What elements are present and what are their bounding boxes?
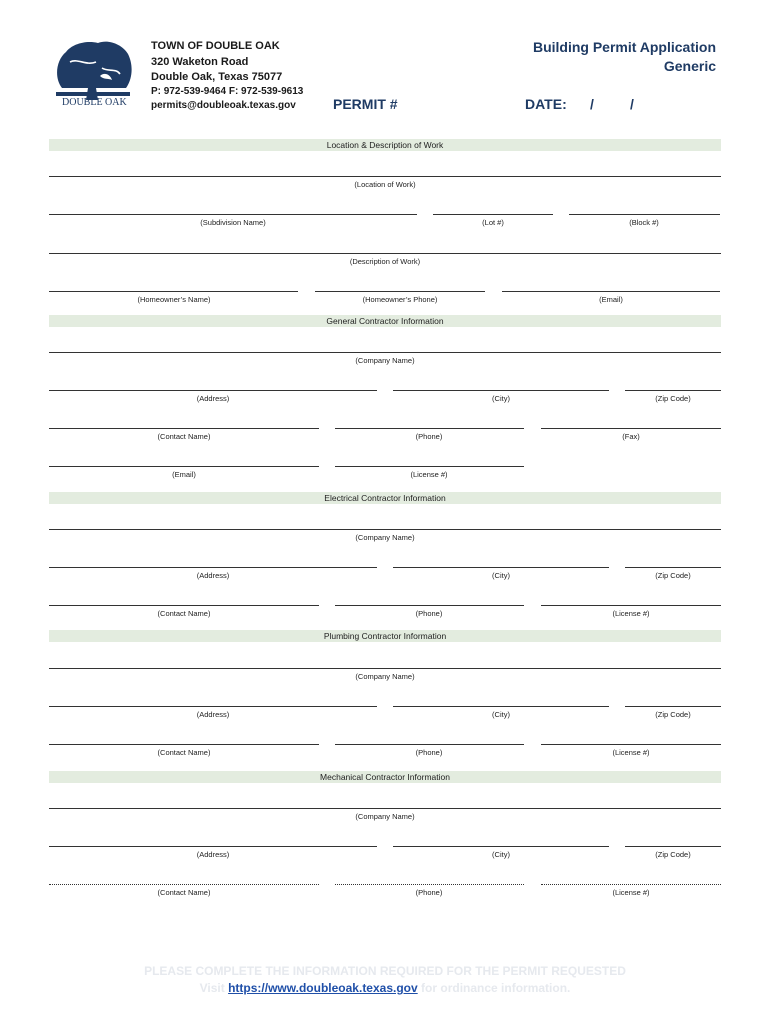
electrical-zip-field[interactable] (625, 567, 721, 568)
plumbing-contact-field[interactable] (49, 744, 319, 745)
general-email-field[interactable] (49, 466, 319, 467)
field-caption: (Contact Name) (157, 432, 211, 441)
lot-field[interactable] (433, 214, 553, 215)
field-caption: (Contact Name) (157, 609, 211, 618)
plumbing-address-field[interactable] (49, 706, 377, 707)
general-company-field[interactable] (49, 352, 721, 353)
plumbing-phone-field[interactable] (335, 744, 524, 745)
field-caption: (Zip Code) (655, 394, 691, 403)
town-logo (52, 38, 134, 112)
location-field[interactable] (49, 176, 721, 177)
footer-visit: Visit (199, 981, 225, 995)
field-caption: (Block #) (629, 218, 659, 227)
field-caption: (Phone) (415, 609, 443, 618)
date-slash: / (630, 96, 634, 112)
plumbing-company-field[interactable] (49, 668, 721, 669)
field-caption: (Homeowner’s Name) (137, 295, 211, 304)
field-caption: (License #) (612, 748, 650, 757)
field-caption: (City) (492, 394, 510, 403)
city-state: Double Oak, Texas 75077 (151, 71, 283, 83)
field-caption: (Company Name) (355, 812, 415, 821)
field-caption: (Address) (196, 571, 230, 580)
field-caption: (Lot #) (482, 218, 504, 227)
field-caption: (Phone) (415, 432, 443, 441)
general-license-field[interactable] (335, 466, 524, 467)
homeowner-phone-field[interactable] (315, 291, 485, 292)
form-subtitle: Generic (663, 58, 716, 74)
field-caption: (Description of Work) (349, 257, 421, 266)
field-caption: (City) (492, 850, 510, 859)
field-caption: (Zip Code) (655, 571, 691, 580)
field-caption: (Subdivision Name) (200, 218, 266, 227)
footer-notice: PLEASE COMPLETE THE INFORMATION REQUIRED FOR THE PERMIT REQUESTED (144, 964, 626, 978)
plumbing-license-field[interactable] (541, 744, 721, 745)
electrical-contact-field[interactable] (49, 605, 319, 606)
general-address-field[interactable] (49, 390, 377, 391)
footer-suffix: for ordinance information. (421, 981, 571, 995)
field-caption: (License #) (612, 888, 650, 897)
date-slash: / (590, 96, 594, 112)
field-caption: (Email) (599, 295, 623, 304)
field-caption: (Contact Name) (157, 888, 211, 897)
plumbing-zip-field[interactable] (625, 706, 721, 707)
mechanical-company-field[interactable] (49, 808, 721, 809)
homeowner-email-field[interactable] (502, 291, 720, 292)
section-heading-location: Location & Description of Work (49, 139, 721, 151)
field-caption: (Zip Code) (655, 710, 691, 719)
general-phone-field[interactable] (335, 428, 524, 429)
field-caption: (License #) (410, 470, 448, 479)
date-label: DATE: (525, 96, 567, 112)
field-caption: (Homeowner’s Phone) (362, 295, 438, 304)
field-caption: (Email) (172, 470, 196, 479)
field-caption: (Address) (196, 710, 230, 719)
section-heading-electrical: Electrical Contractor Information (49, 492, 721, 504)
contact-email: permits@doubleoak.texas.gov (151, 100, 296, 111)
field-caption: (Fax) (622, 432, 640, 441)
mechanical-zip-field[interactable] (625, 846, 721, 847)
field-caption: (Contact Name) (157, 748, 211, 757)
general-fax-field[interactable] (541, 428, 721, 429)
electrical-address-field[interactable] (49, 567, 377, 568)
logo-text: DOUBLE OAK (62, 97, 127, 108)
field-caption: (City) (492, 571, 510, 580)
general-contact-field[interactable] (49, 428, 319, 429)
electrical-license-field[interactable] (541, 605, 721, 606)
mechanical-address-field[interactable] (49, 846, 377, 847)
field-caption: (City) (492, 710, 510, 719)
general-zip-field[interactable] (625, 390, 721, 391)
phone-fax: P: 972-539-9464 F: 972-539-9613 (151, 86, 304, 97)
section-heading-general: General Contractor Information (49, 315, 721, 327)
website-link[interactable]: https://www.doubleoak.texas.gov (228, 981, 418, 995)
field-caption: (Zip Code) (655, 850, 691, 859)
permit-label: PERMIT # (333, 96, 398, 112)
field-caption: (Phone) (415, 888, 443, 897)
homeowner-name-field[interactable] (49, 291, 298, 292)
mechanical-license-field[interactable] (541, 884, 721, 885)
field-caption: (Company Name) (355, 356, 415, 365)
electrical-phone-field[interactable] (335, 605, 524, 606)
subdivision-field[interactable] (49, 214, 417, 215)
field-caption: (Address) (196, 850, 230, 859)
field-caption: (License #) (612, 609, 650, 618)
form-title: Building Permit Application (532, 39, 716, 55)
field-caption: (Location of Work) (354, 180, 416, 189)
electrical-city-field[interactable] (393, 567, 609, 568)
plumbing-city-field[interactable] (393, 706, 609, 707)
field-caption: (Phone) (415, 748, 443, 757)
mechanical-phone-field[interactable] (335, 884, 524, 885)
town-name: TOWN OF DOUBLE OAK (151, 40, 280, 52)
mechanical-contact-field[interactable] (49, 884, 319, 885)
field-caption: (Company Name) (355, 533, 415, 542)
field-caption: (Address) (196, 394, 230, 403)
description-field[interactable] (49, 253, 721, 254)
mechanical-city-field[interactable] (393, 846, 609, 847)
block-field[interactable] (569, 214, 720, 215)
footer-visit-line (0, 981, 770, 995)
field-caption: (Company Name) (355, 672, 415, 681)
street-address: 320 Waketon Road (151, 56, 249, 68)
electrical-company-field[interactable] (49, 529, 721, 530)
section-heading-mechanical: Mechanical Contractor Information (49, 771, 721, 783)
general-city-field[interactable] (393, 390, 609, 391)
section-heading-plumbing: Plumbing Contractor Information (49, 630, 721, 642)
